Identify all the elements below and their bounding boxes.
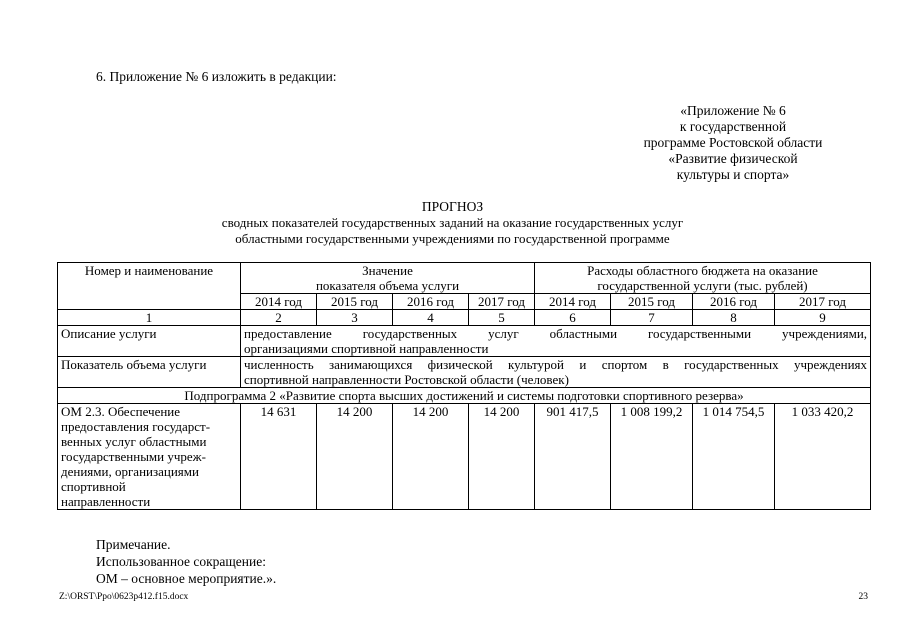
cost-cell: 901 417,5: [535, 404, 611, 510]
data-row: [58, 404, 871, 510]
intro-text: 6. Приложение № 6 изложить в редакции:: [96, 69, 337, 84]
appendix-line: культуры и спорта»: [676, 167, 790, 182]
indicator-row: [58, 357, 871, 388]
activity-name-line: спортивной: [61, 479, 126, 494]
column-number: 4: [393, 310, 469, 326]
title-main: ПРОГНОЗ: [421, 199, 484, 214]
indicator-label: Показатель объема услуги: [58, 357, 241, 388]
year-cell: 2015 год: [317, 294, 393, 310]
description-row: [58, 326, 871, 357]
column-number-row: [58, 310, 871, 326]
subprogram-title: Подпрограмма 2 «Развитие спорта высших достижений и системы подготовки спортивного резерва»: [58, 388, 871, 404]
note-line: Примечание.: [96, 537, 171, 552]
year-cell: 2015 год: [611, 294, 693, 310]
activity-name-line: ОМ 2.3. Обеспечение: [61, 404, 181, 419]
appendix-line: «Развитие физической: [668, 151, 798, 166]
year-cell: 2017 год: [469, 294, 535, 310]
header-value: [241, 263, 535, 294]
activity-name-line: дениями, организациями: [61, 464, 199, 479]
appendix-line: «Приложение № 6: [680, 103, 786, 118]
header-cost: [535, 263, 871, 294]
value-cell: 14 200: [469, 404, 535, 510]
indicator-line: численность занимающихся физической культурой и спортом в государственных учреждениях: [244, 357, 868, 372]
header-name: Номер и наименование: [58, 263, 241, 310]
header-value-line: Значение: [362, 263, 413, 278]
document-title: [0, 199, 905, 247]
year-cell: 2014 год: [241, 294, 317, 310]
value-cell: 14 200: [393, 404, 469, 510]
activity-name-line: венных услуг областными: [61, 434, 207, 449]
forecast-table: [57, 262, 871, 510]
value-cell: 14 631: [241, 404, 317, 510]
notes: [96, 536, 276, 587]
description-label: Описание услуги: [58, 326, 241, 357]
header-cost-line: Расходы областного бюджета на оказание: [587, 263, 818, 278]
title-line: сводных показателей государственных заданий на оказание государственных услуг: [221, 215, 684, 230]
page-number: 23: [858, 592, 868, 602]
indicator-text: [241, 357, 871, 388]
year-cell: 2016 год: [693, 294, 775, 310]
activity-name-line: предоставления государст-: [61, 419, 211, 434]
year-cell: 2016 год: [393, 294, 469, 310]
cost-cell: 1 033 420,2: [775, 404, 871, 510]
year-cell: 2014 год: [535, 294, 611, 310]
column-number: 9: [775, 310, 871, 326]
note-line: Использованное сокращение:: [96, 554, 266, 569]
column-number: 7: [611, 310, 693, 326]
indicator-line: спортивной направленности Ростовской области (человек): [244, 372, 569, 387]
header-cost-line: государственной услуги (тыс. рублей): [597, 278, 808, 293]
year-cell: 2017 год: [775, 294, 871, 310]
appendix-line: к государственной: [679, 119, 787, 134]
column-number: 5: [469, 310, 535, 326]
note-line: ОМ – основное мероприятие.».: [96, 571, 277, 586]
description-line: предоставление государственных услуг областными государственными учреждениями,: [244, 326, 868, 341]
appendix-line: программе Ростовской области: [643, 135, 823, 150]
subprogram-row: [58, 388, 871, 404]
activity-name: [58, 404, 241, 510]
activity-name-line: государственными учреж-: [61, 449, 206, 464]
column-number: 8: [693, 310, 775, 326]
title-line: областными государственными учреждениями по государственной программе: [235, 231, 670, 246]
footer-file-path: Z:\ORST\Ppo\0623p412.f15.docx: [59, 592, 189, 602]
description-text: [241, 326, 871, 357]
column-number: 3: [317, 310, 393, 326]
column-number: 1: [58, 310, 241, 326]
value-cell: 14 200: [317, 404, 393, 510]
header-row: [58, 263, 871, 294]
activity-name-line: направленности: [61, 494, 151, 509]
header-value-line: показателя объема услуги: [315, 278, 460, 293]
appendix-header: [613, 103, 853, 183]
column-number: 6: [535, 310, 611, 326]
description-line: организациями спортивной направленности: [244, 341, 489, 356]
cost-cell: 1 008 199,2: [611, 404, 693, 510]
cost-cell: 1 014 754,5: [693, 404, 775, 510]
column-number: 2: [241, 310, 317, 326]
